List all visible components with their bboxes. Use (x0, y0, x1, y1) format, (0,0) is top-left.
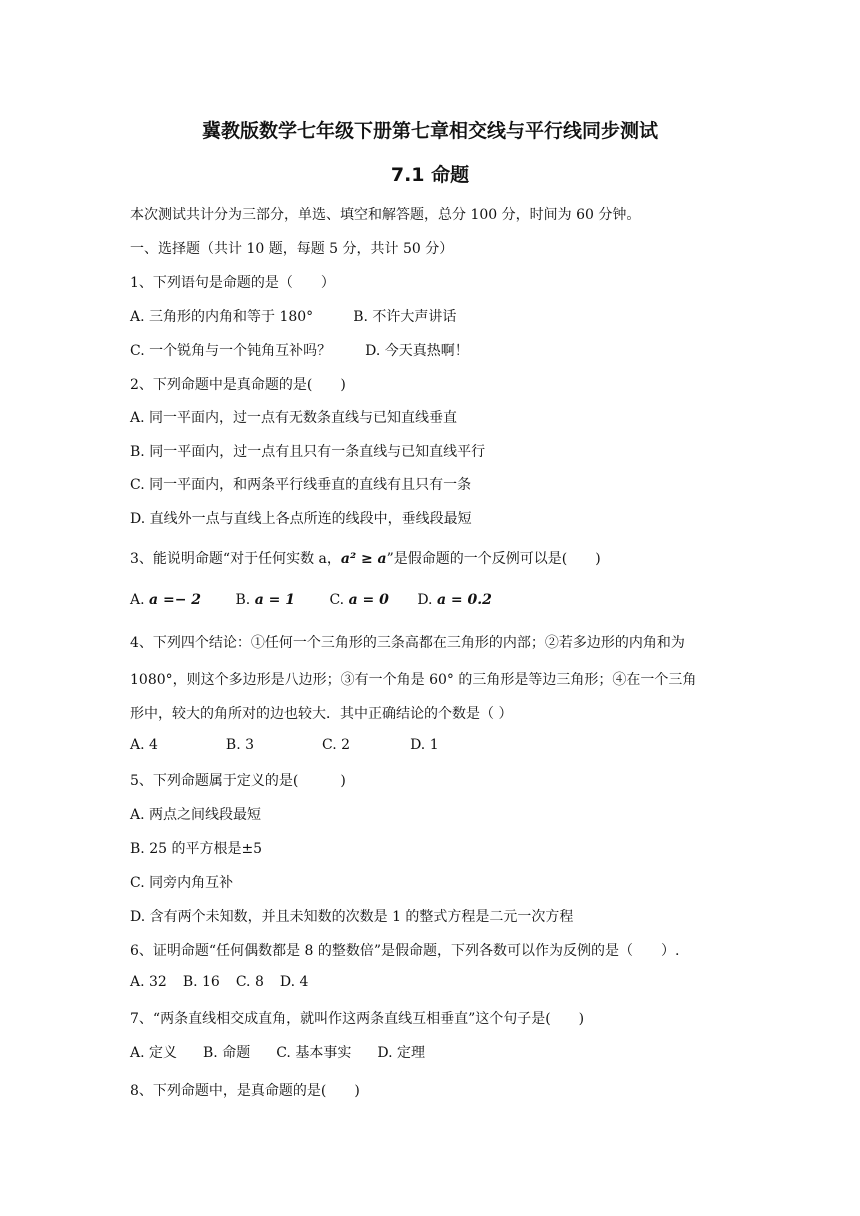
q7-option-a: A. 定义 (130, 1045, 178, 1061)
q2-option-b: B. 同一平面内，过一点有且只有一条直线与已知直线平行 (130, 444, 486, 460)
q6-option-c: C. 8 (235, 974, 264, 990)
q7-option-c: C. 基本事实 (276, 1045, 352, 1061)
q2-option-d: D. 直线外一点与直线上各点所连的线段中，垂线段最短 (130, 511, 472, 527)
q1-option-a: A. 三角形的内角和等于 180° (130, 309, 314, 325)
q2-stem: 2、下列命题中是真命题的是( ) (130, 377, 346, 393)
q3-stem-post: ”是假命题的一个反例可以是( ) (386, 551, 601, 567)
q3-option-d-math: a = 0.2 (436, 592, 492, 608)
q3-option-b-label: B. (235, 592, 251, 608)
q6-options (130, 974, 308, 990)
q3-stem-pre: 3、能说明命题“对于任何实数 a， (130, 551, 341, 567)
q3-options (130, 592, 492, 608)
q3-option-a-label: A. (130, 592, 145, 608)
q7-options (130, 1042, 425, 1062)
q3-option-a-math: a =− 2 (149, 592, 202, 608)
q4-option-c: C. 2 (322, 737, 351, 753)
q8-stem: 8、下列命题中，是真命题的是( ) (130, 1083, 360, 1099)
section-heading: 一、选择题（共计 10 题，每题 5 分，共计 50 分） (130, 241, 454, 257)
q3-stem-math: a² ≥ a (340, 551, 387, 567)
q3-option-b-math: a = 1 (254, 592, 295, 608)
q3-option-c-math: a = 0 (348, 592, 389, 608)
document-title: 冀教版数学七年级下册第七章相交线与平行线同步测试 (201, 120, 658, 142)
intro-text: 本次测试共计分为三部分，单选、填空和解答题，总分 100 分，时间为 60 分钟。 (130, 207, 641, 223)
q1-options-row1 (130, 306, 456, 326)
q6-option-d: D. 4 (279, 974, 309, 990)
q4-stem-line2: 1080°，则这个多边形是八边形；③有一个角是 60° 的三角形是等边三角形；④在一个三角 (130, 672, 697, 688)
q5-option-a: A. 两点之间线段最短 (130, 807, 262, 823)
q4-options (130, 737, 439, 753)
q1-options-row2 (130, 340, 469, 360)
q5-option-c: C. 同旁内角互补 (130, 875, 234, 891)
q3-option-d-label: D. (417, 592, 433, 608)
q5-stem: 5、下列命题属于定义的是( ) (130, 773, 346, 789)
q4-option-d: D. 1 (410, 737, 439, 753)
q6-option-a: A. 32 (130, 974, 167, 990)
q1-option-b: B. 不许大声讲话 (353, 309, 457, 325)
q3-option-c-label: C. (329, 592, 345, 608)
q4-option-b: B. 3 (225, 737, 255, 753)
q6-stem: 6、证明命题“任何偶数都是 8 的整数倍”是假命题，下列各数可以作为反例的是（ ）. (130, 943, 680, 959)
q4-stem-line1: 4、下列四个结论：①任何一个三角形的三条高都在三角形的内部；②若多边形的内角和为 (130, 635, 685, 651)
q5-option-b: B. 25 的平方根是±5 (130, 841, 263, 857)
q4-option-a: A. 4 (130, 737, 158, 753)
q7-option-d: D. 定理 (377, 1045, 425, 1061)
q2-option-c: C. 同一平面内，和两条平行线垂直的直线有且只有一条 (130, 477, 472, 493)
q3-stem (130, 548, 601, 568)
q7-option-b: B. 命题 (203, 1045, 251, 1061)
q6-option-b: B. 16 (182, 974, 220, 990)
q7-stem: 7、“两条直线相交成直角，就叫作这两条直线互相垂直”这个句子是( ) (130, 1011, 585, 1027)
q1-stem: 1、下列语句是命题的是（ ） (130, 275, 335, 291)
q1-option-c: C. 一个锐角与一个钝角互补吗？ (130, 343, 332, 359)
q5-option-d: D. 含有两个未知数，并且未知数的次数是 1 的整式方程是二元一次方程 (130, 909, 574, 925)
q4-stem-line3: 形中，较大的角所对的边也较大．其中正确结论的个数是（ ） (130, 706, 513, 722)
document-subtitle: 7.1 命题 (390, 164, 470, 186)
q2-option-a: A. 同一平面内，过一点有无数条直线与已知直线垂直 (130, 410, 458, 426)
q1-option-d: D. 今天真热啊！ (365, 343, 469, 359)
